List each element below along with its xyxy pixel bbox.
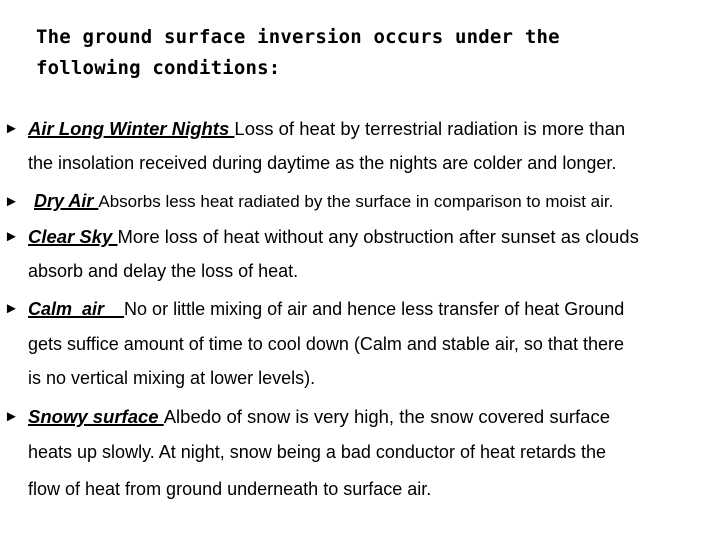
item-text: Albedo of snow is very high, the snow covered surface — [163, 406, 611, 427]
slide-title — [36, 22, 560, 84]
item-text-continued: absorb and delay the loss of heat. — [28, 261, 299, 281]
bullet-arrow-icon: ► — [4, 120, 19, 137]
list-item — [34, 190, 613, 213]
bullet-arrow-icon: ► — [4, 228, 19, 245]
bullet-arrow-icon: ► — [4, 300, 19, 317]
bullet-arrow-icon: ► — [4, 408, 19, 425]
item-text: Loss of heat by terrestrial radiation is more than — [234, 118, 626, 139]
list-item — [28, 226, 639, 248]
item-term: Dry Air — [34, 191, 99, 211]
item-term: Snowy surface — [28, 406, 164, 427]
item-text: No or little mixing of air and hence less transfer of heat Ground — [124, 299, 625, 319]
item-text: More loss of heat without any obstruction after sunset as clouds — [117, 226, 639, 247]
item-text-continued: the insolation received during daytime as the nights are colder and longer. — [28, 153, 617, 173]
item-term: Calm air — [28, 299, 125, 319]
item-text-continued: is no vertical mixing at lower levels). — [28, 368, 316, 388]
item-term: Air Long Winter Nights — [28, 118, 235, 139]
list-item — [28, 118, 625, 140]
item-text-continued: heats up slowly. At night, snow being a bad conductor of heat retards the — [28, 442, 607, 462]
title-line-1: The ground surface inversion occurs under the — [36, 26, 560, 48]
title-line-2: following conditions: — [36, 57, 281, 79]
bullet-arrow-icon: ► — [4, 193, 19, 210]
list-item — [28, 406, 610, 428]
item-term: Clear Sky — [28, 226, 118, 247]
item-text-continued: flow of heat from ground underneath to surface air. — [28, 479, 432, 499]
item-text: Absorbs less heat radiated by the surface in comparison to moist air. — [98, 192, 614, 211]
list-item — [28, 298, 624, 320]
item-text-continued: gets suffice amount of time to cool down (Calm and stable air, so that there — [28, 334, 624, 354]
